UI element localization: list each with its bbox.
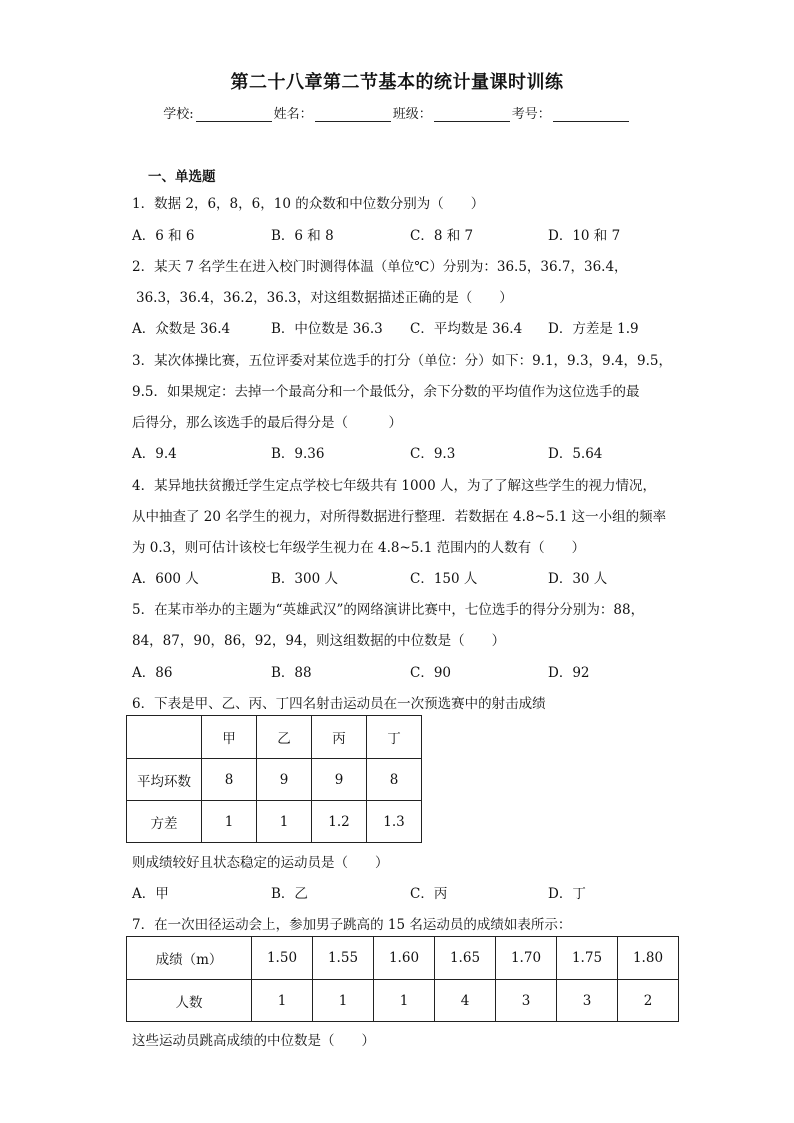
section-title: 一、单选题 <box>148 169 216 185</box>
q5-option-b: B．88 <box>271 665 312 681</box>
q5-option-d: D．92 <box>548 665 590 681</box>
q7-jump-table <box>126 936 679 1022</box>
table-cell: 1.80 <box>618 937 679 980</box>
q3-line3: 后得分，那么该选手的最后得分是（ ） <box>132 415 402 431</box>
q1-stem: 1．数据 2，6，8，6，10 的众数和中位数分别为（ ） <box>132 196 485 212</box>
q2-line2: 36.3，36.4，36.2，36.3，对这组数据描述正确的是（ ） <box>136 290 513 306</box>
q5-option-c: C．90 <box>410 665 452 681</box>
table-cell: 3 <box>557 980 618 1022</box>
table-cell: 1 <box>252 980 313 1022</box>
q3-option-c: C．9.3 <box>410 446 456 462</box>
table-cell: 甲 <box>202 716 257 759</box>
table-cell: 平均环数 <box>127 759 202 801</box>
table-cell: 人数 <box>127 980 252 1022</box>
id-blank[interactable] <box>553 109 629 122</box>
q2-option-b: B．中位数是 36.3 <box>271 321 383 337</box>
table-cell: 1 <box>257 801 312 843</box>
student-info-line <box>0 103 794 122</box>
class-label: 班级： <box>392 107 432 122</box>
table-cell: 丙 <box>312 716 367 759</box>
q4-options <box>132 567 692 587</box>
table-cell: 1.65 <box>435 937 496 980</box>
q1-option-d: D．10 和 7 <box>548 228 621 244</box>
q5-options <box>132 661 692 681</box>
table-row <box>127 759 422 801</box>
id-label: 考号： <box>511 107 551 122</box>
table-cell: 9 <box>312 759 367 801</box>
q5-line2: 84，87，90，86，92，94，则这组数据的中位数是（ ） <box>132 633 506 649</box>
q6-option-a: A．甲 <box>132 886 169 902</box>
q4-option-b: B．300 人 <box>271 571 338 587</box>
q4-option-d: D．30 人 <box>548 571 608 587</box>
q3-options <box>132 442 692 462</box>
table-cell: 4 <box>435 980 496 1022</box>
q6-option-d: D．丁 <box>548 886 586 902</box>
q2-option-a: A．众数是 36.4 <box>132 321 231 337</box>
q2-line1: 2．某天 7 名学生在进入校门时测得体温（单位℃）分别为：36.5，36.7，36.4， <box>132 259 628 275</box>
q6-option-b: B．乙 <box>271 886 308 902</box>
q2-option-c: C．平均数是 36.4 <box>410 321 523 337</box>
table-cell: 成绩（m） <box>127 937 252 980</box>
table-cell: 方差 <box>127 801 202 843</box>
table-cell: 8 <box>367 759 422 801</box>
table-cell: 1 <box>374 980 435 1022</box>
table-cell: 1.60 <box>374 937 435 980</box>
table-cell: 乙 <box>257 716 312 759</box>
table-cell: 1 <box>313 980 374 1022</box>
q1-option-a: A．6 和 6 <box>132 228 195 244</box>
q3-option-a: A．9.4 <box>132 446 177 462</box>
table-row <box>127 980 679 1022</box>
q4-line2: 从中抽查了 20 名学生的视力，对所得数据进行整理．若数据在 4.8~5.1 这一小组的频率 <box>132 509 667 525</box>
table-cell: 1.55 <box>313 937 374 980</box>
q6-option-c: C．丙 <box>410 886 448 902</box>
q3-option-b: B．9.36 <box>271 446 325 462</box>
table-cell <box>127 716 202 759</box>
table-cell: 9 <box>257 759 312 801</box>
q2-options <box>132 317 692 337</box>
table-row <box>127 937 679 980</box>
q6-score-table <box>126 715 422 843</box>
table-row <box>127 801 422 843</box>
q3-line1: 3．某次体操比赛，五位评委对某位选手的打分（单位：分）如下：9.1，9.3，9.4，9.5， <box>132 353 672 369</box>
q4-option-a: A．600 人 <box>132 571 199 587</box>
q6-stem: 6．下表是甲、乙、丙、丁四名射击运动员在一次预选赛中的射击成绩 <box>132 696 546 712</box>
q4-line1: 4．某异地扶贫搬迁学生定点学校七年级共有 1000 人，为了了解这些学生的视力情况， <box>132 478 657 494</box>
q3-option-d: D．5.64 <box>548 446 603 462</box>
q4-line3: 为 0.3，则可估计该校七年级学生视力在 4.8~5.1 范围内的人数有（ ） <box>132 540 586 556</box>
q7-stem: 7．在一次田径运动会上，参加男子跳高的 15 名运动员的成绩如表所示： <box>132 917 572 933</box>
q5-line1: 5．在某市举办的主题为“英雄武汉”的网络演讲比赛中，七位选手的得分分别为：88， <box>132 602 645 618</box>
table-cell: 1.3 <box>367 801 422 843</box>
q1-options <box>132 224 692 244</box>
table-cell: 1.75 <box>557 937 618 980</box>
q4-option-c: C．150 人 <box>410 571 478 587</box>
q6-options <box>132 882 692 902</box>
table-cell: 1 <box>202 801 257 843</box>
table-cell: 8 <box>202 759 257 801</box>
table-cell: 1.50 <box>252 937 313 980</box>
school-blank[interactable] <box>196 109 272 122</box>
name-label: 姓名： <box>273 107 313 122</box>
class-blank[interactable] <box>434 109 510 122</box>
q1-option-b: B．6 和 8 <box>271 228 334 244</box>
q1-option-c: C．8 和 7 <box>410 228 474 244</box>
q7-after: 这些运动员跳高成绩的中位数是（ ） <box>132 1033 375 1049</box>
table-cell: 1.2 <box>312 801 367 843</box>
name-blank[interactable] <box>315 109 391 122</box>
table-cell: 1.70 <box>496 937 557 980</box>
q3-line2: 9.5．如果规定：去掉一个最高分和一个最低分，余下分数的平均值作为这位选手的最 <box>132 384 640 400</box>
table-row <box>127 716 422 759</box>
q6-after: 则成绩较好且状态稳定的运动员是（ ） <box>132 855 389 871</box>
school-label: 学校: <box>163 107 194 122</box>
page-title: 第二十八章第二节基本的统计量课时训练 <box>230 72 564 93</box>
table-cell: 2 <box>618 980 679 1022</box>
table-cell: 丁 <box>367 716 422 759</box>
table-cell: 3 <box>496 980 557 1022</box>
q5-option-a: A．86 <box>132 665 173 681</box>
q2-option-d: D．方差是 1.9 <box>548 321 639 337</box>
